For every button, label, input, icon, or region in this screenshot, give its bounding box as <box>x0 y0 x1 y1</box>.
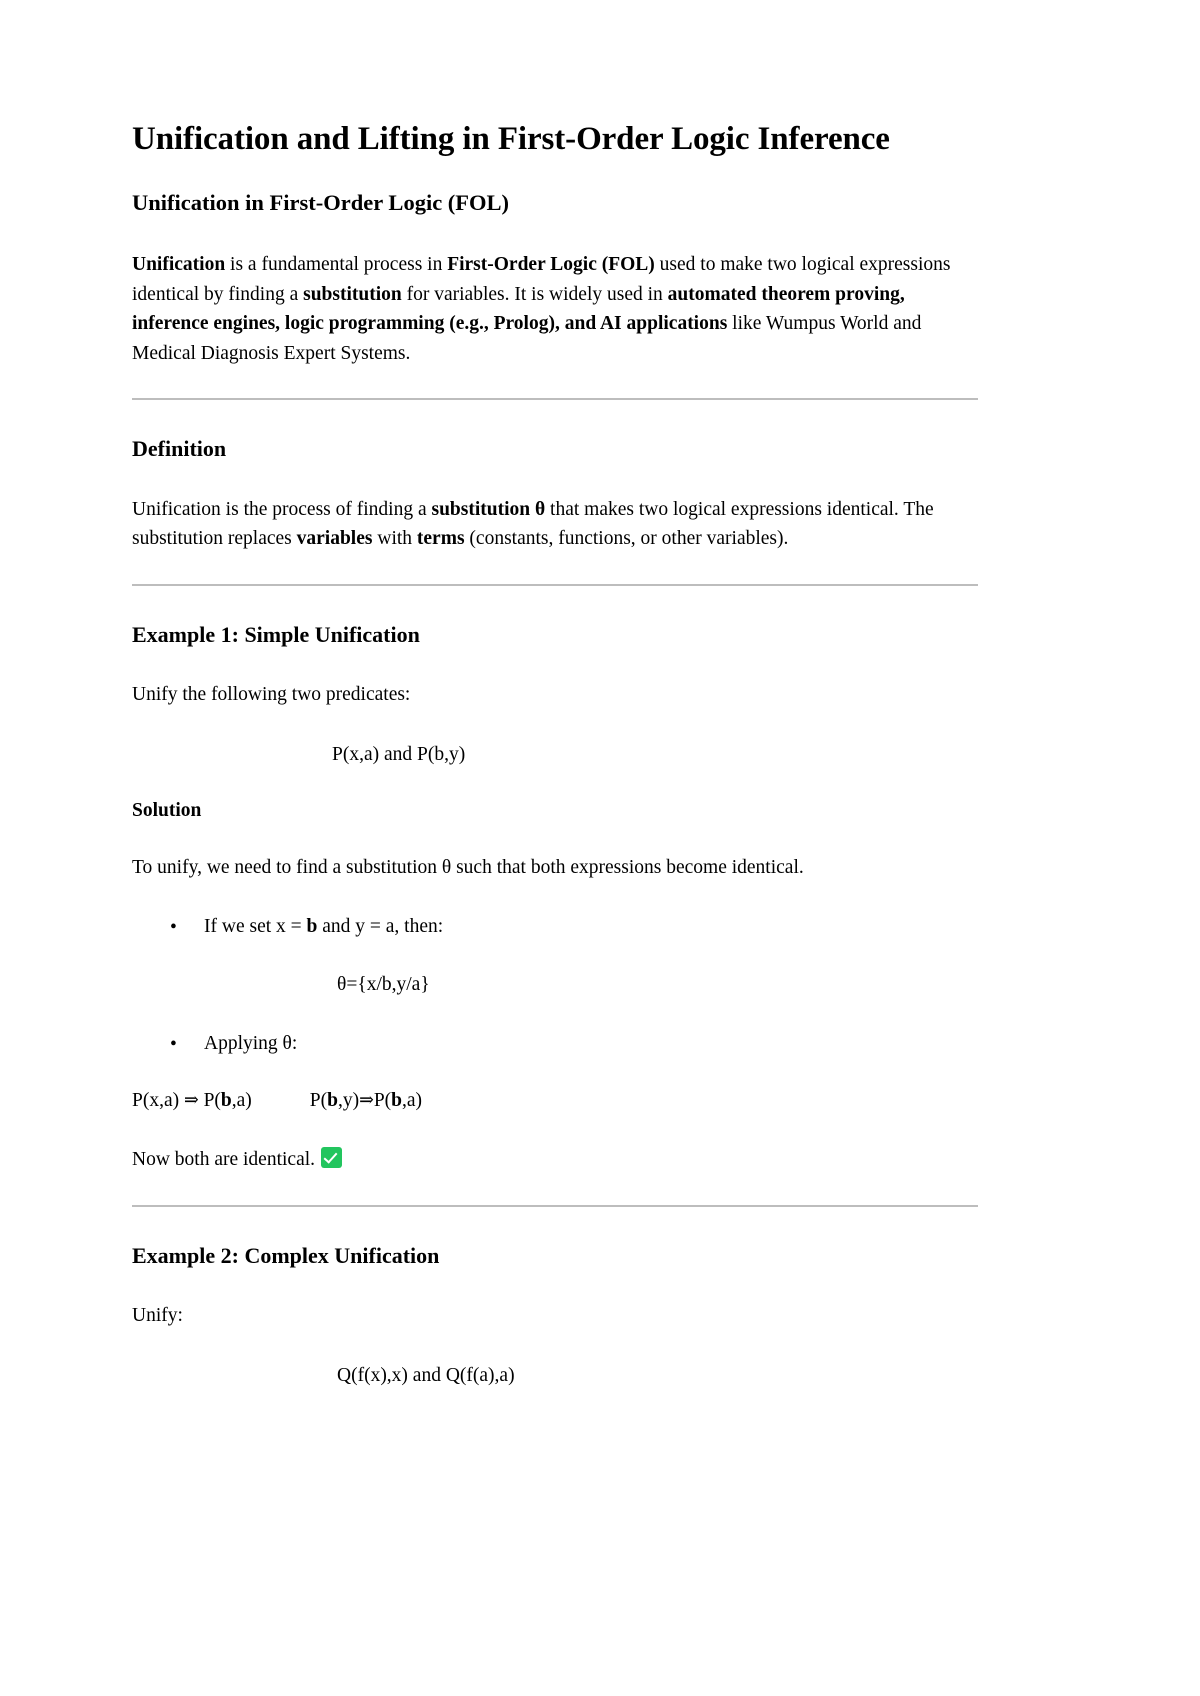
section-divider-1 <box>132 398 978 400</box>
text-run: Unification is the process of finding a <box>132 498 432 520</box>
emphasis-b-right-2: b <box>391 1090 403 1112</box>
text-run: that makes two logical expressions identical. The substitution replaces <box>132 498 934 550</box>
expression-example2: Q(f(x),x) and Q(f(a),a) <box>337 1365 515 1386</box>
text-run: ,a) <box>402 1090 423 1112</box>
text-run: Applying θ: <box>204 1032 298 1054</box>
section-heading-example-1: Example 1: Simple Unification <box>132 622 420 648</box>
paragraph-definition <box>132 495 978 554</box>
section-divider-2 <box>132 584 978 586</box>
emphasis-applications: automated theorem proving, inference engines, logic programming (e.g., Prolog), and AI applications <box>132 283 905 335</box>
section-heading-unification-fol: Unification in First-Order Logic (FOL) <box>132 189 510 215</box>
list-item <box>170 1029 978 1058</box>
text-run: If we set x = <box>204 916 307 938</box>
section-divider-3-wrap <box>132 1205 978 1207</box>
section-divider-1-wrap <box>132 398 978 400</box>
expression-example1: P(x,a) and P(b,y) <box>332 744 466 766</box>
emphasis-variables: variables <box>296 528 373 550</box>
expression-substitution-theta: θ={x/b,y/a} <box>337 973 430 995</box>
emphasis-unification: Unification <box>132 253 226 275</box>
expression-apply-left <box>132 1090 252 1111</box>
emphasis-substitution-theta: substitution θ <box>431 498 546 520</box>
white-check-mark-icon <box>321 1147 342 1168</box>
section-heading-definition: Definition <box>132 436 227 462</box>
expression-apply-theta-row <box>132 1086 978 1115</box>
emphasis-substitution: substitution <box>303 283 402 305</box>
text-run: and y = a, then: <box>317 916 444 938</box>
text-run: used to make two logical expressions identical by finding a <box>132 253 951 305</box>
text-run: (constants, functions, or other variables). <box>464 528 789 550</box>
text-run: ,a) <box>231 1090 252 1112</box>
list-item <box>170 912 978 941</box>
section-divider-2-wrap <box>132 584 978 586</box>
list-example1-step-2 <box>132 1029 978 1058</box>
text-run: P(x,a) ⇒ P( <box>132 1090 221 1112</box>
emphasis-fol: First-Order Logic (FOL) <box>447 253 655 275</box>
paragraph-example1-prompt: Unify the following two predicates: <box>132 684 411 706</box>
text-run: P( <box>309 1090 328 1112</box>
emphasis-b-value: b <box>306 916 318 938</box>
paragraph-example2-prompt: Unify: <box>132 1305 183 1327</box>
paragraph-unification-intro <box>132 250 978 369</box>
emphasis-b-right-1: b <box>327 1090 338 1112</box>
bullet-icon: • <box>170 917 177 939</box>
emphasis-b-left: b <box>220 1090 232 1112</box>
paragraph-example1-conclusion <box>132 1145 978 1175</box>
text-run: ,y)⇒P( <box>338 1090 392 1112</box>
paragraph-example1-solution-intro: To unify, we need to find a substitution θ such that both expressions become identical. <box>132 856 804 878</box>
document-body <box>132 120 978 1390</box>
solution-label-example-1: Solution <box>132 800 202 822</box>
expression-apply-right <box>310 1090 422 1111</box>
text-run: with <box>372 528 417 550</box>
text-run: like Wumpus World and Medical Diagnosis Expert Systems. <box>132 313 922 364</box>
emphasis-terms: terms <box>416 528 465 550</box>
page-title: Unification and Lifting in First-Order Logic Inference <box>132 121 890 157</box>
section-heading-example-2: Example 2: Complex Unification <box>132 1242 440 1268</box>
text-run: is a fundamental process in <box>225 253 448 275</box>
list-example1-step-1 <box>132 912 978 941</box>
section-divider-3 <box>132 1205 978 1207</box>
bullet-icon: • <box>170 1033 177 1055</box>
text-run: Now both are identical. <box>132 1149 316 1171</box>
text-run: for variables. It is widely used in <box>401 283 668 305</box>
